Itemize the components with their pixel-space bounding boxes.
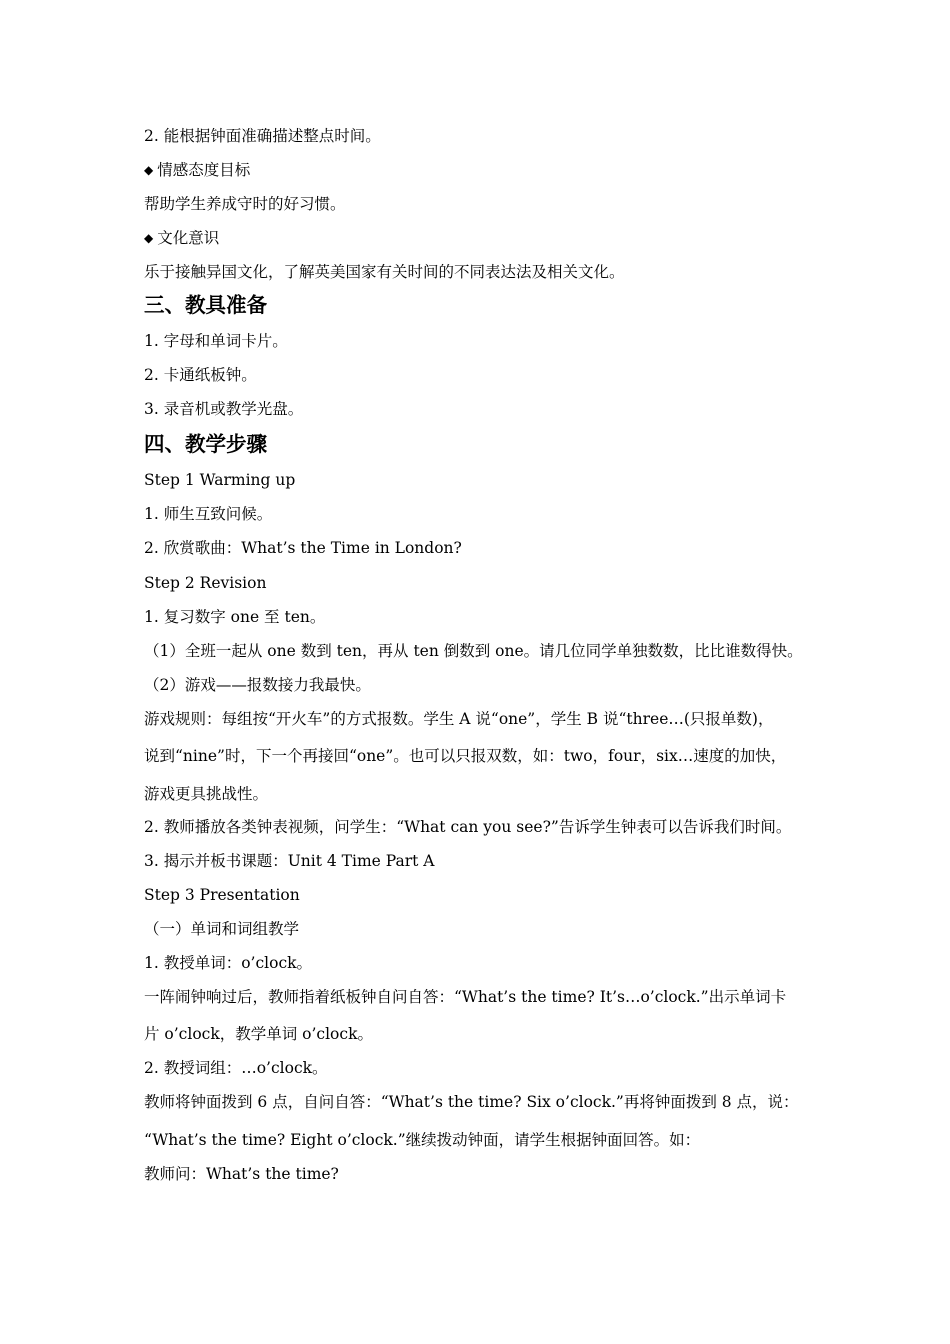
section-heading-materials: 三、教具准备 — [144, 293, 267, 317]
paragraph-teacher-asks: 教师问：What’s the time? — [144, 1165, 339, 1183]
list-item-topic: 3. 揭示并板书课题：Unit 4 Time Part A — [144, 852, 435, 870]
paragraph-punctuality: 帮助学生养成守时的好习惯。 — [144, 195, 346, 213]
step-1-title: Step 1 Warming up — [144, 471, 296, 489]
list-item-teach-phrase: 2. 教授词组：…o’clock。 — [144, 1059, 328, 1077]
list-item-review-numbers: 1. 复习数字 one 至 ten。 — [144, 608, 326, 626]
diamond-bullet-icon: ◆ — [144, 231, 154, 245]
step-2-title: Step 2 Revision — [144, 574, 267, 592]
list-item-teach-word: 1. 教授单词：o’clock。 — [144, 954, 313, 972]
diamond-bullet-icon: ◆ — [144, 163, 154, 177]
paragraph-game-rules-1: 游戏规则：每组按“开火车”的方式报数。学生 A 说“one”，学生 B 说“three…(只报单数)， — [144, 710, 774, 728]
sub-item-count: （1）全班一起从 one 数到 ten，再从 ten 倒数到 one。请几位同学单独数数，比比谁数得快。 — [144, 642, 803, 660]
paragraph-clock-1: 教师将钟面拨到 6 点，自问自答：“What’s the time? Six o’clock.”再将钟面拨到 8 点，说： — [144, 1093, 799, 1111]
bullet-item-affective-goal — [144, 160, 250, 180]
list-item-recorder: 3. 录音机或教学光盘。 — [144, 400, 304, 418]
list-item-greeting: 1. 师生互致问候。 — [144, 505, 273, 523]
paragraph-game-rules-3: 游戏更具挑战性。 — [144, 785, 269, 803]
paragraph-culture: 乐于接触异国文化，了解英美国家有关时间的不同表达法及相关文化。 — [144, 263, 625, 281]
paragraph-clock-2: “What’s the time? Eight o’clock.”继续拨动钟面，请学生根据钟面回答。如： — [144, 1131, 701, 1149]
bullet-item-cultural-awareness — [144, 228, 219, 248]
paragraph-game-rules-2: 说到“nine”时，下一个再接回“one”。也可以只报双数，如：two，four，six…速度的加快， — [144, 747, 787, 765]
list-item-clock: 2. 卡通纸板钟。 — [144, 366, 257, 384]
step-3-title: Step 3 Presentation — [144, 886, 300, 904]
paragraph-alarm-2: 片 o’clock，教学单词 o’clock。 — [144, 1025, 373, 1043]
sub-heading-vocabulary: （一）单词和词组教学 — [144, 920, 300, 938]
paragraph-goal-2: 2. 能根据钟面准确描述整点时间。 — [144, 127, 381, 145]
paragraph-alarm-1: 一阵闹钟响过后，教师指着纸板钟自问自答：“What’s the time? It’s…o’clock.”出示单词卡 — [144, 988, 787, 1006]
list-item-cards: 1. 字母和单词卡片。 — [144, 332, 288, 350]
sub-item-game: （2）游戏——报数接力我最快。 — [144, 676, 371, 694]
list-item-video: 2. 教师播放各类钟表视频，问学生：“What can you see?”告诉学生钟表可以告诉我们时间。 — [144, 818, 792, 836]
list-item-song: 2. 欣赏歌曲：What’s the Time in London? — [144, 539, 462, 557]
bullet-label: 文化意识 — [157, 229, 220, 247]
section-heading-steps: 四、教学步骤 — [144, 432, 267, 456]
bullet-label: 情感态度目标 — [157, 161, 251, 179]
